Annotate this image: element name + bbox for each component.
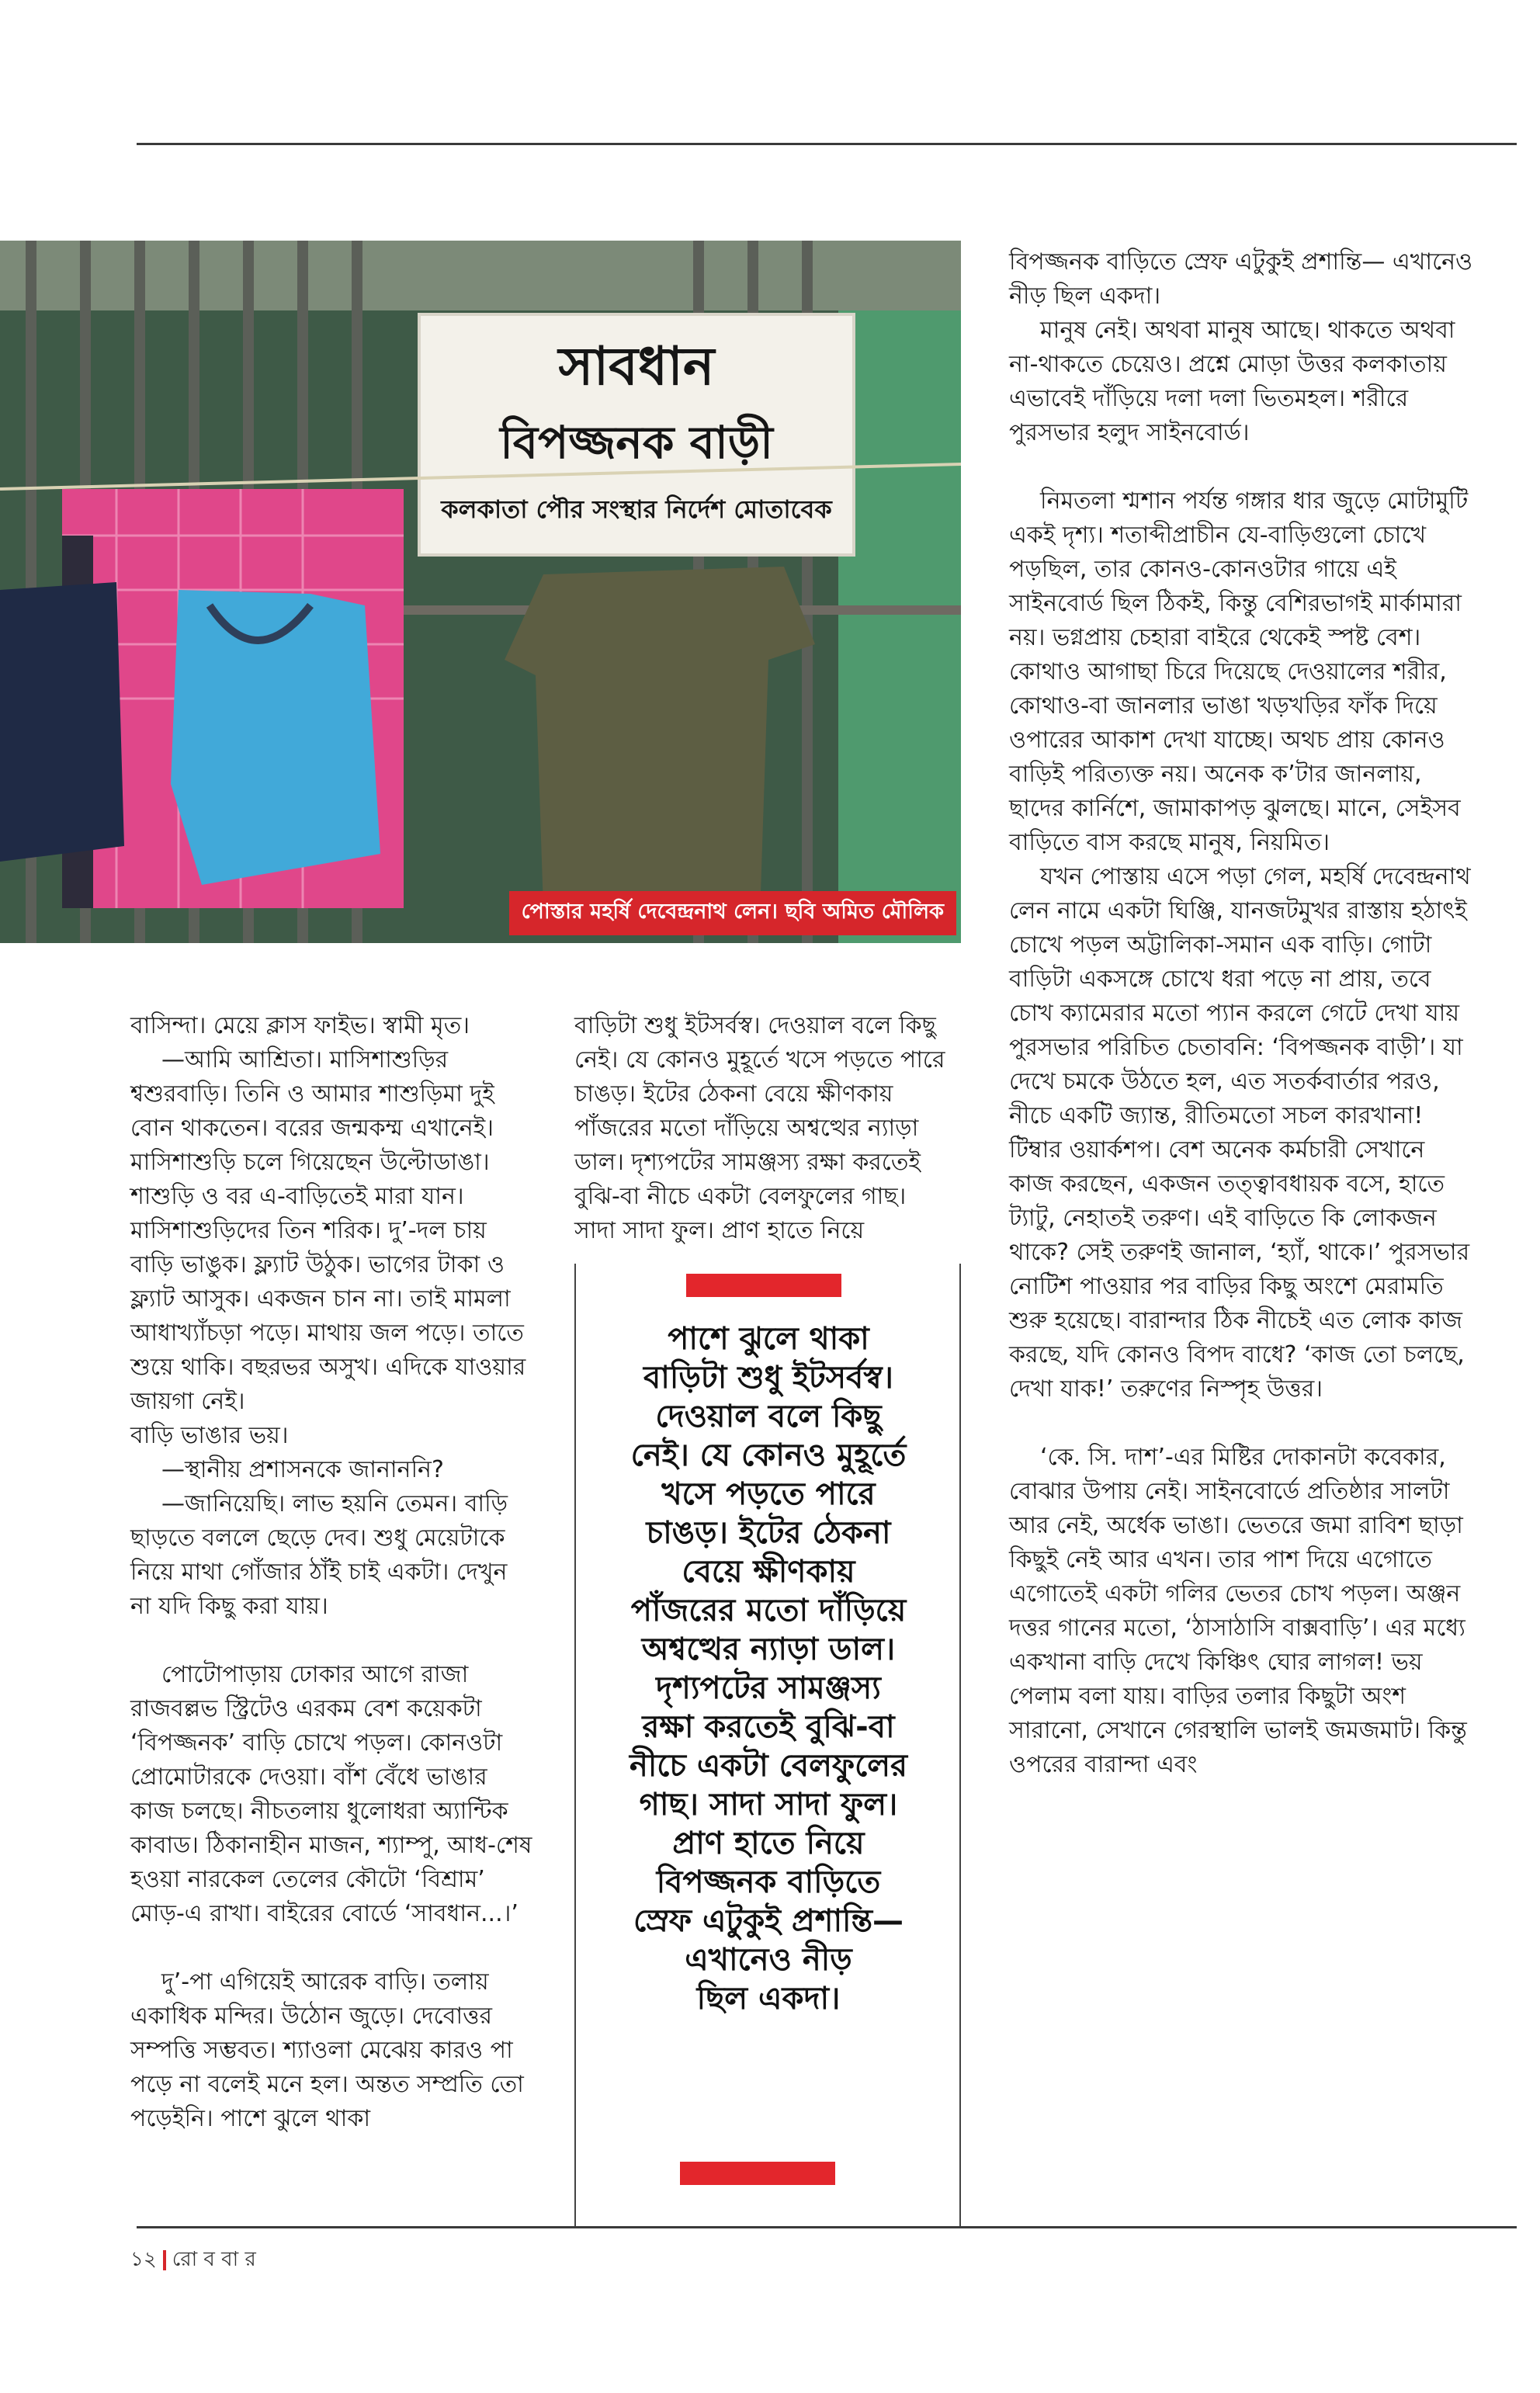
- pullquote-line: অশ্বত্থের ন্যাড়া ডাল।: [641, 1632, 896, 1667]
- pullquote-line: নীচে একটা বেলফুলের: [629, 1748, 908, 1784]
- paragraph: পোটোপাড়ায় ঢোকার আগে রাজা রাজবল্লভ স্ট্রিটেও এরকম বেশ কয়েকটা ‘বিপজ্জনক’ বাড়ি চোখে পড়ল। কোনওটা প্রোমোটারকে দেওয়া। বাঁশ বেঁধে ভাঙার কাজ চলছে। নীচতলায় ধুলোধরা অ্যান্টিক কাবাড। ঠিকানাহীন মাজন, শ্যাম্পু, আধ-শেষ হওয়া নারকেল তেলের কৌটো ‘বিশ্রাম’ মোড়-এ রাখা। বাইরের বোর্ডে ‘সাবধান...।’: [130, 1661, 532, 1927]
- article-photo: [0, 241, 961, 943]
- paragraph: —আমি আশ্রিতা। মাসিশাশুড়ির শ্বশুরবাড়ি। তিনি ও আমার শাশুড়িমা দুই বোন থাকতেন। বরের জন্মকম্ম এখানেই। মাসিশাশুড়ি চলে গিয়েছেন উল্টোডাঙা। শাশুড়ি ও বর এ-বাড়িতেই মারা যান। মাসিশাশুড়িদের তিন শরিক। দু’-দল চায় বাড়ি ভাঙুক। ফ্ল্যাট উঠুক। ভাগের টাকা ও ফ্ল্যাট আসুক। একজন চান না। তাই মামলা আধাখ্যাঁচড়া পড়ে। মাথায় জল পড়ে। তাতে শুয়ে থাকি। বছরভর অসুখ। এদিকে যাওয়ার জায়গা নেই।: [130, 1046, 526, 1415]
- pullquote-line: চাঙড়। ইটের ঠেকনা: [646, 1515, 891, 1551]
- paragraph: মানুষ নেই। অথবা মানুষ আছে। থাকতে অথবা না-থাকতে চেয়েও। প্রশ্নে মোড়া উত্তর কলকাতায় এভাবেই দাঁড়িয়ে দলা দলা ভিতমহল। শরীরে পুরসভার হলুদ সাইনবোর্ড।: [1009, 317, 1455, 446]
- pullquote-line: বাড়িটা শুধু ইটসর্বস্ব।: [643, 1360, 893, 1396]
- pullquote-line: স্রেফ এটুকুই প্রশান্তি—: [633, 1903, 904, 1939]
- pullquote-line: এখানেও নীড়: [685, 1942, 852, 1978]
- pullquote-line: পাশে ঝুলে থাকা: [668, 1321, 869, 1357]
- paragraph: ‘কে. সি. দাশ’-এর মিষ্টির দোকানটা কবেকার, বোঝার উপায় নেই। সাইনবোর্ডে প্রতিষ্ঠার সালটা আর নেই, অর্ধেক ভাঙা। ভেতরে জমা রাবিশ ছাড়া কিছুই নেই আর এখন। তার পাশ দিয়ে এগোতে এগোতেই একটা গলির ভেতর চোখ পড়ল। অঞ্জন দত্তর গানের মতো, ‘ঠাসাঠাসি বাক্সবাড়ি’। এর মধ্যে একখানা বাড়ি দেখে কিঞ্চিৎ ঘোর লাগল! ভয় পেলাম বলা যায়। বাড়ির তলার কিছুটা অংশ সারানো, সেখানে গেরস্থালি ভালই জমজমাট। কিন্তু ওপরের বারান্দা এবং: [1009, 1444, 1467, 1778]
- paragraph: বিপজ্জনক বাড়িতে স্রেফ এটুকুই প্রশান্তি— এখানেও নীড় ছিল একদা।: [1009, 248, 1473, 310]
- pullquote-line: ছিল একদা।: [696, 1981, 841, 2017]
- pullquote: [613, 1320, 924, 2018]
- pullquote-line: বিপজ্জনক বাড়িতে: [656, 1864, 881, 1900]
- column-left: [130, 1009, 534, 2136]
- pullquote-line: খসে পড়তে পারে: [661, 1476, 876, 1512]
- pullquote-line: পাঁজরের মতো দাঁড়িয়ে: [630, 1593, 907, 1628]
- page-number: ১২: [130, 2248, 157, 2271]
- column-right: [1009, 245, 1475, 1782]
- magazine-name: রো ব বা র: [172, 2248, 256, 2271]
- photo-caption: পোস্তার মহর্ষি দেবেন্দ্রনাথ লেন। ছবি অমিত মৌলিক: [509, 891, 956, 935]
- column-middle: [574, 1009, 947, 1248]
- sign-line-3: কলকাতা পৌর সংস্থার নির্দেশ মোতাবেক: [441, 494, 832, 524]
- paragraph: বাড়ি ভাঙার ভয়।: [130, 1422, 289, 1449]
- paragraph: —জানিয়েছি। লাভ হয়নি তেমন। বাড়ি ছাড়তে বললে ছেড়ে দেব। শুধু মেয়েটাকে নিয়ে মাথা গোঁজার ঠাঁই চাই একটা। দেখুন না যদি কিছু করা যায়।: [130, 1490, 508, 1620]
- bottom-rule: [137, 2226, 1517, 2228]
- paragraph: —স্থানীয় প্রশাসনকে জানাননি?: [161, 1456, 444, 1483]
- pullquote-line: প্রাণ হাতে নিয়ে: [672, 1826, 865, 1861]
- pullquote-bar-bottom: [680, 2162, 835, 2185]
- pullquote-line: দৃশ্যপটের সামঞ্জস্য: [656, 1670, 881, 1706]
- pullquote-line: রক্ষা করতেই বুঝি-বা: [642, 1709, 895, 1745]
- pullquote-line: বেয়ে ক্ষীণকায়: [682, 1554, 855, 1590]
- paragraph: যখন পোস্তায় এসে পড়া গেল, মহর্ষি দেবেন্দ্রনাথ লেন নামে একটা ঘিঞ্জি, যানজটমুখর রাস্তায় হঠাৎই চোখে পড়ল অট্টালিকা-সমান এক বাড়ি। গোটা বাড়িটা একসঙ্গে চোখে ধরা পড়ে না প্রায়, তবে চোখ ক্যামেরার মতো প্যান করলে গেটে দেখা যায় পুরসভার পরিচিত চেতাবনি: ‘বিপজ্জনক বাড়ী’। যা দেখে চমকে উঠতে হল, এত সতর্কবার্তার পরও, নীচে একটি জ্যান্ত, রীতিমতো সচল কারখানা! টিম্বার ওয়ার্কশপ। বেশ অনেক কর্মচারী সেখানে কাজ করছেন, একজন তত্ত্বাবধায়ক বসে, হাতে ট্যাটু, নেহাতই তরুণ। এই বাড়িতে কি লোকজন থাকে? সেই তরুণই জানাল, ‘হ্যাঁ, থাকে।’ পুরসভার নোটিশ পাওয়ার পর বাড়ির কিছু অংশে মেরামতি শুরু হয়েছে। বারান্দার ঠিক নীচেই এত লোক কাজ করছে, যদি কোনও বিপদ বাধে? ‘কাজ তো চলছে, দেখা যাক!’ তরুণের নিস্পৃহ উত্তর।: [1009, 863, 1471, 1403]
- folio-divider: [163, 2250, 166, 2270]
- pullquote-bar-top: [686, 1274, 841, 1297]
- paragraph: দু’-পা এগিয়েই আরেক বাড়ি। তলায় একাধিক মন্দির। উঠোন জুড়ে। দেবোত্তর সম্পত্তি সম্ভবত। শ্যাওলা মেঝেয় কারও পা পড়ে না বলেই মনে হল। অন্তত সম্প্রতি তো পড়েইনি। পাশে ঝুলে থাকা: [130, 1968, 524, 2132]
- paragraph: বাড়িটা শুধু ইটসর্বস্ব। দেওয়াল বলে কিছু নেই। যে কোনও মুহূর্তে খসে পড়তে পারে চাঙড়। ইটের ঠেকনা বেয়ে ক্ষীণকায় পাঁজরের মতো দাঁড়িয়ে অশ্বত্থের ন্যাড়া ডাল। দৃশ্যপটের সামঞ্জস্য রক্ষা করতেই বুঝি-বা নীচে একটা বেলফুলের গাছ। সাদা সাদা ফুল। প্রাণ হাতে নিয়ে: [574, 1012, 945, 1244]
- sign-line-1: সাবধান: [558, 336, 715, 397]
- folio: [130, 2243, 256, 2277]
- pullquote-line: দেওয়াল বলে কিছু: [655, 1399, 882, 1434]
- column-divider: [574, 1264, 576, 2228]
- pullquote-line: গাছ। সাদা সাদা ফুল।: [639, 1787, 898, 1822]
- column-divider: [959, 1264, 961, 2228]
- paragraph: নিমতলা শ্মশান পর্যন্ত গঙ্গার ধার জুড়ে মোটামুটি একই দৃশ্য। শতাব্দীপ্রাচীন যে-বাড়িগুলো চোখে পড়ছিল, তার কোনও-কোনওটার গায়ে এই সাইনবোর্ড ছিল ঠিকই, কিন্তু বেশিরভাগই মার্কামারা নয়। ভগ্নপ্রায় চেহারা বাইরে থেকেই স্পষ্ট বেশ। কোথাও আগাছা চিরে দিয়েছে দেওয়ালের শরীর, কোথাও-বা জানলার ভাঙা খড়খড়ির ফাঁক দিয়ে ওপারের আকাশ দেখা যাচ্ছে। অথচ প্রায় কোনও বাড়িই পরিত্যক্ত নয়। অনেক ক’টার জানলায়, ছাদের কার্নিশে, জামাকাপড় ঝুলছে। মানে, সেইসব বাড়িতে বাস করছে মানুষ, নিয়মিত।: [1009, 487, 1469, 856]
- paragraph: বাসিন্দা। মেয়ে ক্লাস ফাইভ। স্বামী মৃত।: [130, 1012, 470, 1039]
- top-rule: [137, 143, 1517, 145]
- sign-line-2: বিপজ্জনক বাড়ী: [500, 416, 773, 469]
- pullquote-line: নেই। যে কোনও মুহূর্তে: [630, 1438, 907, 1473]
